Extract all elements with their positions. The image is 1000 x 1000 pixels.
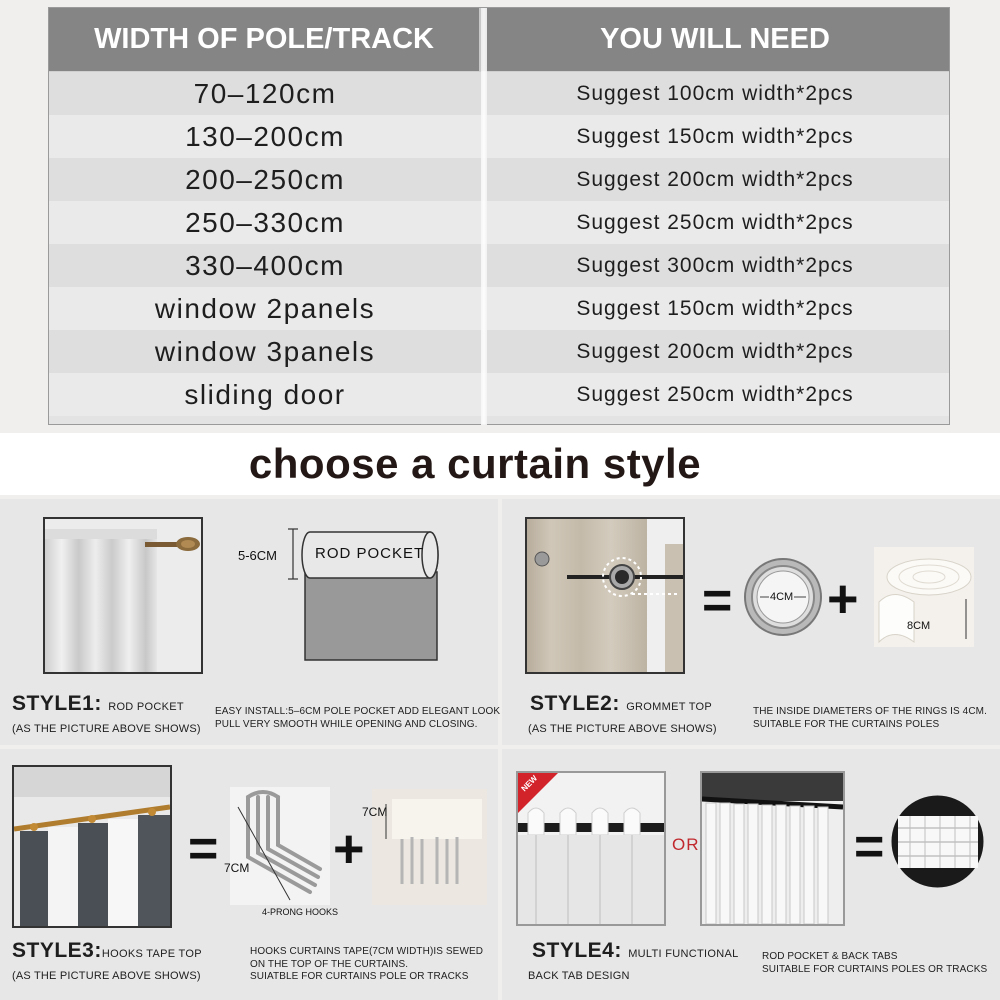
table-row bbox=[49, 201, 949, 244]
table-row bbox=[49, 115, 949, 158]
style1-subtitle: ROD POCKET bbox=[108, 701, 184, 713]
desc-line: THE INSIDE DIAMETERS OF THE RINGS IS 4CM. bbox=[753, 706, 987, 717]
equals-sign: = bbox=[188, 820, 219, 878]
style4-description bbox=[762, 951, 987, 976]
width-cell: 70–120cm bbox=[193, 77, 337, 109]
desc-line: EASY INSTALL:5–6CM POLE POCKET ADD ELEGANT LOOK bbox=[215, 706, 501, 717]
style1-title bbox=[12, 692, 184, 716]
plus-sign: + bbox=[827, 569, 859, 629]
width-cell: 250–330cm bbox=[185, 206, 345, 238]
width-cell: 330–400cm bbox=[185, 249, 345, 281]
prong-hooks-image bbox=[230, 787, 330, 905]
pleated-curtain-image bbox=[702, 773, 843, 924]
back-tab-photo bbox=[516, 771, 666, 926]
style4-name: STYLE4: bbox=[532, 939, 622, 962]
width-cell: window 2panels bbox=[154, 292, 376, 324]
style2-panel bbox=[502, 499, 1000, 745]
pocket-dimension: 5-6CM bbox=[238, 548, 278, 563]
hooks-tape-curtain-image bbox=[14, 767, 170, 926]
style4-note: BACK TAB DESIGN bbox=[528, 970, 630, 982]
table-header bbox=[49, 8, 949, 71]
width-cell: sliding door bbox=[184, 378, 346, 410]
hooks-tape-image bbox=[372, 789, 487, 905]
desc-line: HOOKS CURTAINS TAPE(7CM WIDTH)IS SEWED bbox=[250, 946, 484, 957]
style2-subtitle: GROMMET TOP bbox=[626, 701, 713, 713]
style1-panel bbox=[0, 499, 501, 745]
style3-note: (AS THE PICTURE ABOVE SHOWS) bbox=[12, 970, 201, 982]
style4-title bbox=[532, 939, 739, 963]
desc-line: SUITABLE FOR CURTAINS POLES OR TRACKS bbox=[762, 963, 988, 975]
table-row bbox=[49, 244, 949, 287]
need-cell: Suggest 150cm width*2pcs bbox=[576, 124, 854, 148]
style2-name: STYLE2: bbox=[530, 692, 620, 715]
plus-sign: + bbox=[333, 819, 365, 879]
grommet-curtain-image bbox=[527, 519, 683, 672]
need-cell: Suggest 250cm width*2pcs bbox=[576, 382, 854, 406]
hooks-tape-photo bbox=[12, 765, 172, 928]
desc-line: ON THE TOP OF THE CURTAINS. bbox=[250, 958, 409, 970]
tape-width-label: 8CM bbox=[907, 620, 931, 632]
style2-description bbox=[753, 706, 987, 731]
need-cell: Suggest 300cm width*2pcs bbox=[576, 253, 854, 277]
table-row bbox=[49, 158, 949, 201]
or-label: OR bbox=[672, 835, 700, 854]
heading-band bbox=[0, 433, 1000, 495]
style3-name: STYLE3: bbox=[12, 939, 102, 962]
size-table bbox=[48, 7, 950, 425]
style2-title bbox=[530, 692, 712, 716]
grommet-photo bbox=[525, 517, 685, 674]
width-cell: window 3panels bbox=[154, 335, 376, 367]
desc-line: PULL VERY SMOOTH WHILE OPENING AND CLOSING. bbox=[215, 718, 478, 730]
prong-hooks-label: 4-PRONG HOOKS bbox=[262, 907, 339, 917]
ring-diameter-label: 4CM bbox=[770, 591, 794, 603]
table-row bbox=[49, 72, 949, 115]
desc-line: ROD POCKET & BACK TABS bbox=[762, 951, 898, 962]
style1-note: (AS THE PICTURE ABOVE SHOWS) bbox=[12, 723, 201, 735]
style3-description bbox=[250, 946, 483, 984]
back-tab-curtain-image bbox=[518, 773, 664, 924]
style3-panel bbox=[0, 749, 498, 1000]
rod-pocket-label: ROD POCKET bbox=[315, 545, 425, 562]
grommet-tape-roll-image bbox=[874, 547, 974, 647]
width-cell: 200–250cm bbox=[185, 163, 345, 195]
style3-title bbox=[12, 939, 202, 963]
style3-subtitle: HOOKS TAPE TOP bbox=[101, 948, 202, 960]
style4-subtitle: MULTI FUNCTIONAL bbox=[628, 948, 739, 960]
need-cell: Suggest 200cm width*2pcs bbox=[576, 339, 854, 363]
header-need: YOU WILL NEED bbox=[600, 23, 830, 55]
desc-line: SUITABLE FOR THE CURTAINS POLES bbox=[753, 718, 940, 730]
rod-pocket-curtain-image bbox=[45, 519, 201, 672]
equals-sign: = bbox=[854, 818, 885, 876]
section-heading: choose a curtain style bbox=[248, 440, 702, 487]
style2-note: (AS THE PICTURE ABOVE SHOWS) bbox=[528, 723, 717, 735]
width-cell: 130–200cm bbox=[185, 120, 345, 152]
tape-dimension: 7CM bbox=[362, 805, 388, 819]
style4-panel bbox=[502, 749, 1000, 1000]
style1-name: STYLE1: bbox=[12, 692, 102, 715]
style1-description bbox=[215, 706, 500, 731]
table-body bbox=[49, 71, 949, 416]
need-cell: Suggest 250cm width*2pcs bbox=[576, 210, 854, 234]
table-row bbox=[49, 330, 949, 373]
new-badge: NEW bbox=[519, 773, 540, 794]
need-cell: Suggest 150cm width*2pcs bbox=[576, 296, 854, 320]
need-cell: Suggest 100cm width*2pcs bbox=[576, 81, 854, 105]
desc-line: SUIATBLE FOR CURTAINS POLE OR TRACKS bbox=[250, 971, 469, 982]
rod-pocket-back-tab-photo bbox=[700, 771, 845, 926]
header-width: WIDTH OF POLE/TRACK bbox=[49, 8, 481, 71]
back-tab-tape-image bbox=[890, 794, 985, 889]
table-row bbox=[49, 373, 949, 416]
equals-sign: = bbox=[702, 572, 733, 630]
column-divider bbox=[481, 8, 487, 425]
rod-pocket-photo bbox=[43, 517, 203, 674]
hook-dimension: 7CM bbox=[224, 861, 250, 875]
table-row bbox=[49, 287, 949, 330]
need-cell: Suggest 200cm width*2pcs bbox=[576, 167, 854, 191]
